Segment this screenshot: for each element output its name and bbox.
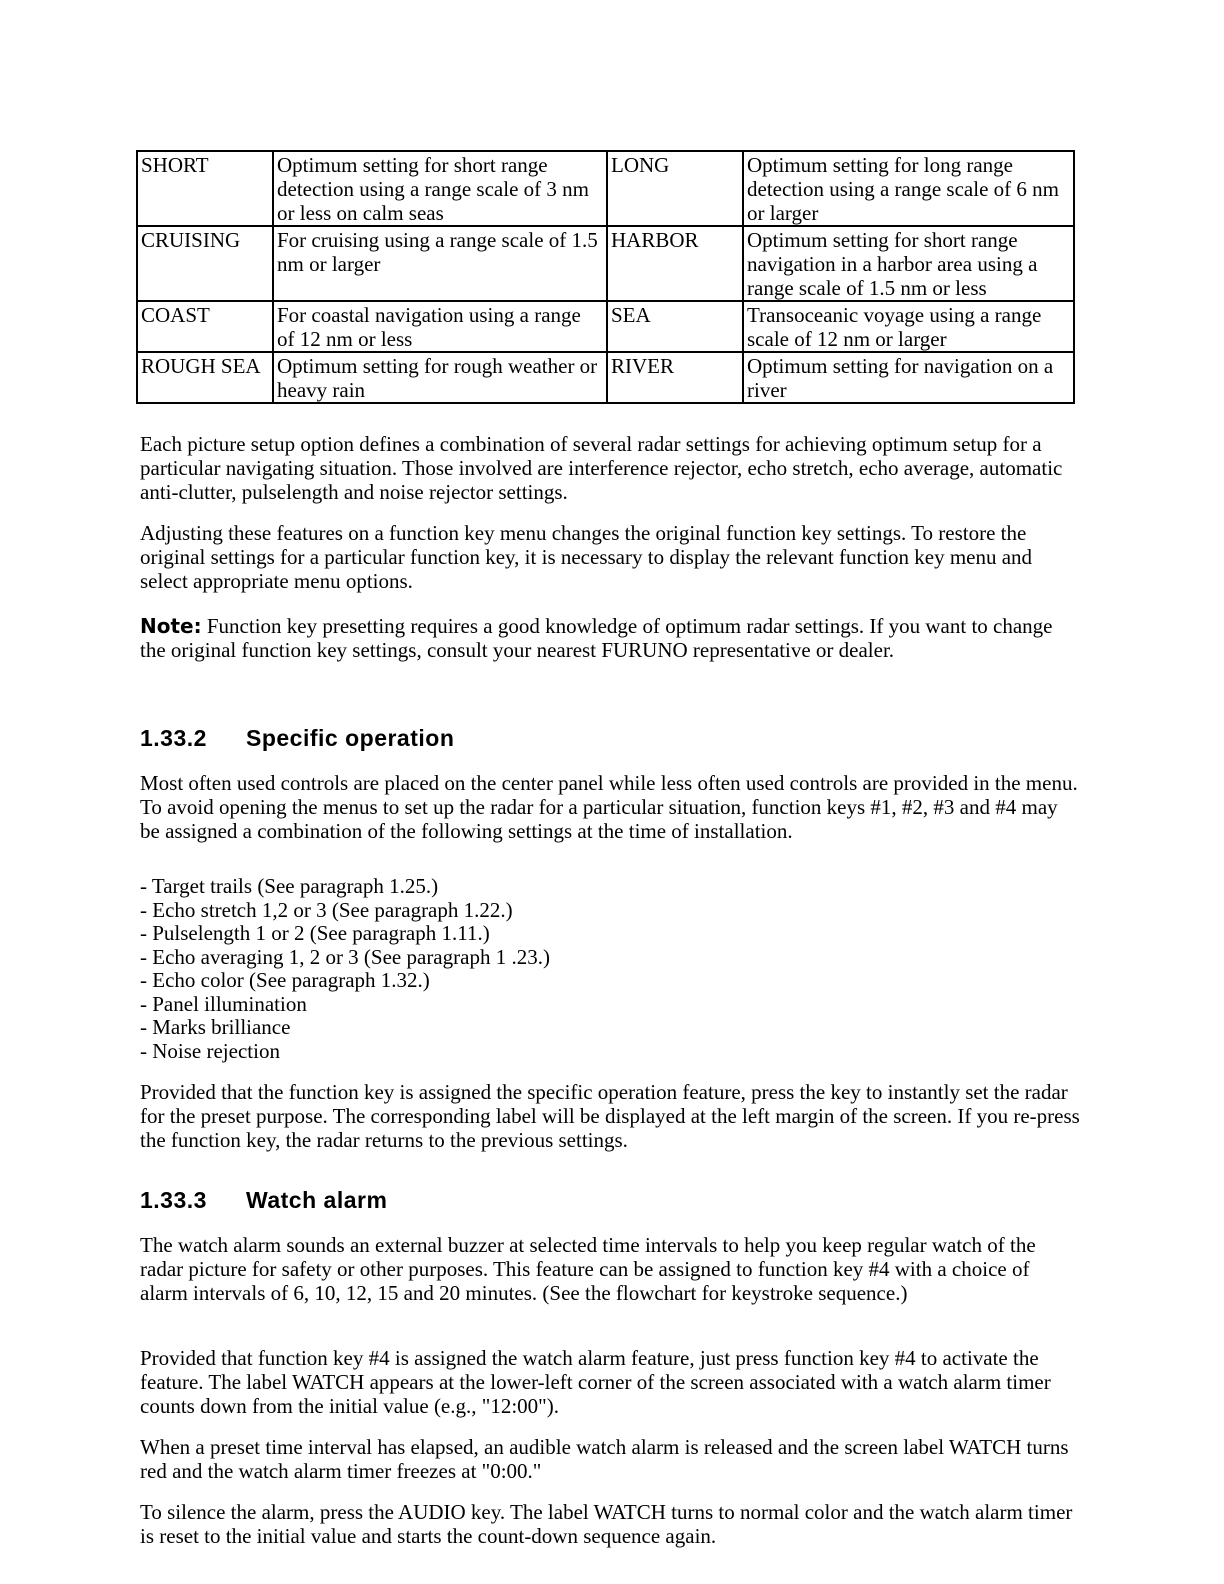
mode-name: ROUGH SEA [137, 352, 273, 403]
mode-name: CRUISING [137, 226, 273, 301]
mode-description: Transoceanic voyage using a range scale of 12 nm or larger [743, 301, 1074, 352]
intro-paragraph-2: Adjusting these features on a function key menu changes the original function key settings. To restore the original settings for a particular function key, it is necessary to display the relevant function key menu and select appropriate menu options. [140, 521, 1033, 593]
list-item: - Echo color (See paragraph 1.32.) [140, 969, 550, 993]
list-item: - Pulselength 1 or 2 (See paragraph 1.11.) [140, 922, 550, 946]
mode-description: Optimum setting for short range detection using a range scale of 3 nm or less on calm seas [273, 151, 607, 226]
list-item: - Panel illumination [140, 993, 550, 1017]
list-item: - Noise rejection [140, 1040, 550, 1064]
mode-name: SHORT [137, 151, 273, 226]
mode-description: Optimum setting for navigation on a river [743, 352, 1074, 403]
mode-name: HARBOR [607, 226, 743, 301]
table-row [137, 151, 1074, 226]
watch-alarm-paragraph-2: Provided that function key #4 is assigned the watch alarm feature, just press function key #4 to activate the feature. The label WATCH appears at the lower-left corner of the screen associated with a watch alarm timer counts down from the initial value (e.g., "12:00"). [140, 1346, 1051, 1418]
section-heading-watch-alarm [140, 1187, 387, 1214]
table-row [137, 352, 1074, 403]
mode-description: Optimum setting for rough weather or heavy rain [273, 352, 607, 403]
mode-name: LONG [607, 151, 743, 226]
note-text: Function key presetting requires a good knowledge of optimum radar settings. If you want to change the original function key settings, consult your nearest FURUNO representative or dealer. [140, 614, 1053, 662]
mode-name: RIVER [607, 352, 743, 403]
watch-alarm-paragraph-4: To silence the alarm, press the AUDIO key. The label WATCH turns to normal color and the watch alarm timer is reset to the initial value and starts the count-down sequence again. [140, 1500, 1073, 1548]
specific-operation-paragraph-1: Most often used controls are placed on the center panel while less often used controls are provided in the menu. To avoid opening the menus to set up the radar for a particular situation, function keys #1, #2, #3 and #4 may be assigned a combination of the following settings at the time of installation. [140, 771, 1078, 843]
settings-list [140, 875, 550, 1063]
note-paragraph [140, 614, 1080, 662]
note-label: Note: [140, 614, 202, 638]
intro-paragraph-1: Each picture setup option defines a combination of several radar settings for achieving optimum setup for a particular navigating situation. Those involved are interference rejector, echo stretch, echo average, automatic anti-clutter, pulselength and noise rejector settings. [140, 432, 1063, 504]
table-row [137, 226, 1074, 301]
mode-name: COAST [137, 301, 273, 352]
section-title: Watch alarm [246, 1187, 388, 1213]
section-number: 1.33.3 [140, 1187, 207, 1213]
mode-name: SEA [607, 301, 743, 352]
watch-alarm-paragraph-1: The watch alarm sounds an external buzzer at selected time intervals to help you keep regular watch of the radar picture for safety or other purposes. This feature can be assigned to function key #4 with a choice of alarm intervals of 6, 10, 12, 15 and 20 minutes. (See the flowchart for keystroke sequence.) [140, 1233, 1036, 1305]
list-item: - Target trails (See paragraph 1.25.) [140, 875, 550, 899]
mode-description: For cruising using a range scale of 1.5 nm or larger [273, 226, 607, 301]
section-heading-specific-operation [140, 725, 454, 752]
mode-description: For coastal navigation using a range of 12 nm or less [273, 301, 607, 352]
list-item: - Echo stretch 1,2 or 3 (See paragraph 1.22.) [140, 899, 550, 923]
mode-description: Optimum setting for short range navigation in a harbor area using a range scale of 1.5 nm or less [743, 226, 1074, 301]
picture-setup-table [136, 150, 1075, 404]
list-item: - Marks brilliance [140, 1016, 550, 1040]
list-item: - Echo averaging 1, 2 or 3 (See paragraph 1 .23.) [140, 946, 550, 970]
section-number: 1.33.2 [140, 725, 207, 751]
table-row [137, 301, 1074, 352]
specific-operation-paragraph-2: Provided that the function key is assigned the specific operation feature, press the key to instantly set the radar for the preset purpose. The corresponding label will be displayed at the left margin of the screen. If you re-press the function key, the radar returns to the previous settings. [140, 1080, 1080, 1152]
watch-alarm-paragraph-3: When a preset time interval has elapsed, an audible watch alarm is released and the screen label WATCH turns red and the watch alarm timer freezes at "0:00." [140, 1435, 1069, 1483]
section-title: Specific operation [246, 725, 455, 751]
mode-description: Optimum setting for long range detection using a range scale of 6 nm or larger [743, 151, 1074, 226]
